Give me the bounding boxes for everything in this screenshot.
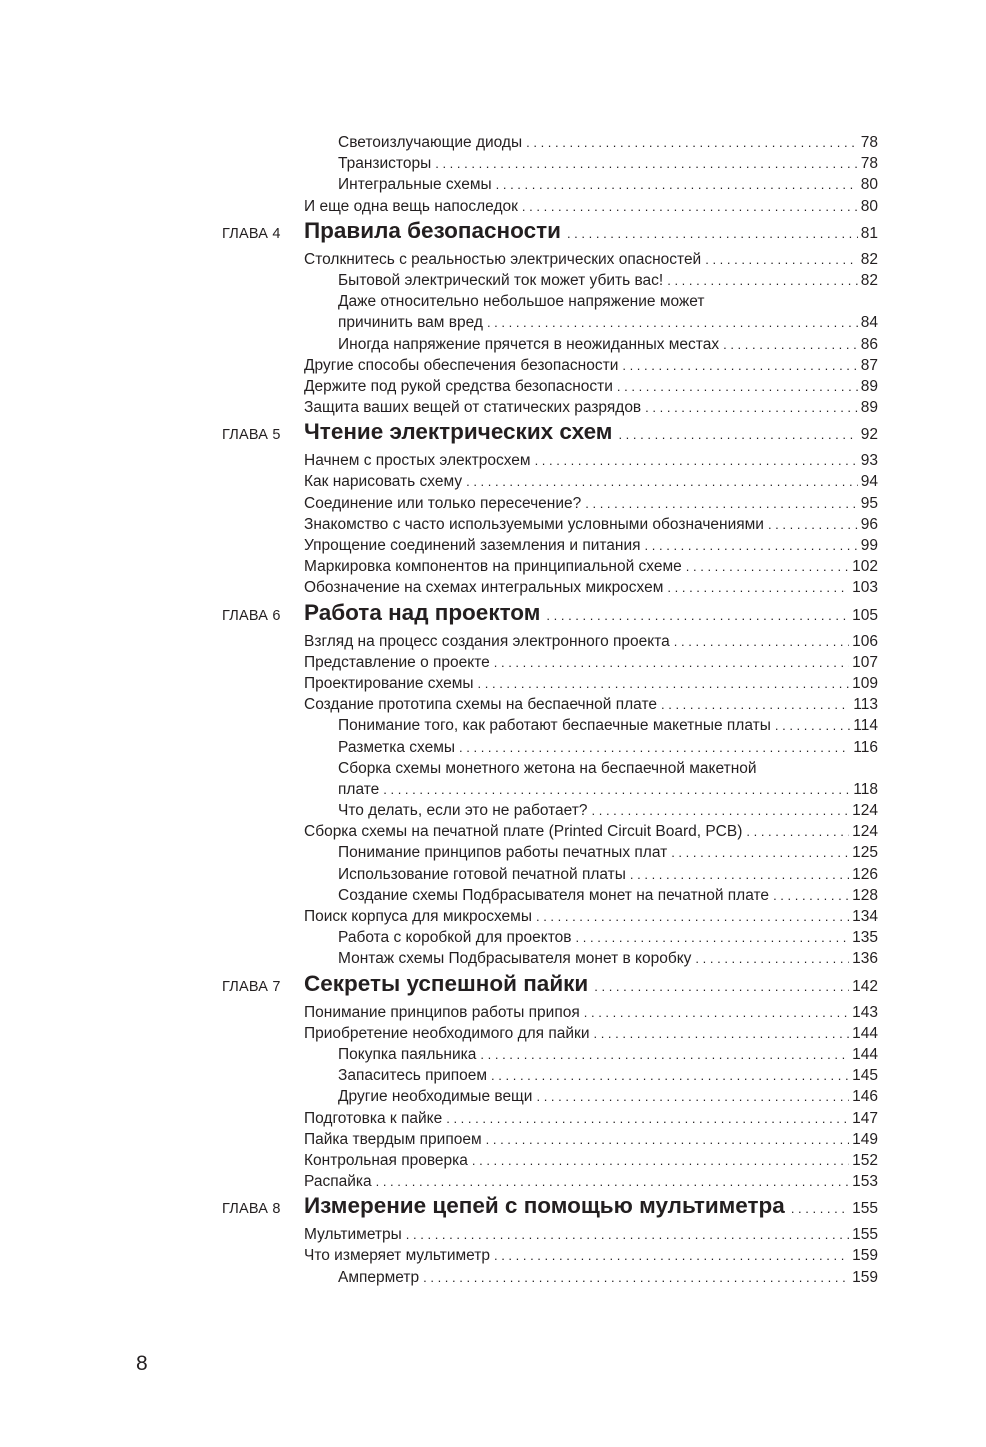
- toc-entry-title: Интегральные схемы: [338, 174, 496, 195]
- toc-subsection-entry[interactable]: [222, 885, 878, 906]
- toc-entry-page: 118: [853, 780, 878, 798]
- dot-leader: [671, 842, 849, 863]
- toc-entry-title: Пайка твердым припоем: [304, 1129, 486, 1150]
- toc-chapter-heading[interactable]: [222, 600, 878, 631]
- toc-entry-title: Поиск корпуса для микросхемы: [304, 906, 536, 927]
- chapter-page: 155: [852, 1200, 878, 1218]
- dot-leader: [618, 427, 857, 442]
- toc-entry-title: Как нарисовать схему: [304, 471, 466, 492]
- toc-entry-page: 136: [852, 950, 878, 968]
- toc-subsection-entry[interactable]: [222, 737, 878, 758]
- toc-entry-title: плате: [338, 779, 383, 800]
- dot-leader: [435, 153, 858, 174]
- toc-section-entry[interactable]: [222, 196, 878, 217]
- chapter-label: ГЛАВА 8: [222, 1201, 281, 1218]
- toc-entry-page: 147: [852, 1109, 878, 1127]
- dot-leader: [661, 694, 850, 715]
- dot-leader: [576, 927, 850, 948]
- toc-entry-page: 145: [852, 1067, 878, 1085]
- dot-leader: [486, 1129, 850, 1150]
- toc-entry-title: причинить вам вред: [338, 312, 487, 333]
- toc-entry-title: Приобретение необходимого для пайки: [304, 1023, 593, 1044]
- dot-leader: [645, 535, 858, 556]
- toc-entry-title: Представление о проекте: [304, 652, 494, 673]
- chapter-label: ГЛАВА 7: [222, 978, 281, 995]
- toc-entry-title: Проектирование схемы: [304, 673, 478, 694]
- toc-entry-title: Соединение или только пересечение?: [304, 493, 585, 514]
- toc-entry-title: Сборка схемы на печатной плате (Printed Circuit Board, PCB): [304, 821, 746, 842]
- toc-entry-title: Понимание принципов работы печатных плат: [338, 842, 671, 863]
- dot-leader: [592, 800, 850, 821]
- toc-section-entry[interactable]: [222, 376, 878, 397]
- toc-subsection-entry[interactable]: [222, 842, 878, 863]
- toc-entry-title: Понимание принципов работы припоя: [304, 1002, 584, 1023]
- dot-leader: [491, 1065, 849, 1086]
- toc-subsection-entry[interactable]: [222, 1267, 878, 1288]
- dot-leader: [705, 249, 858, 270]
- dot-leader: [775, 715, 850, 736]
- toc-entry-title: Светоизлучающие диоды: [338, 132, 526, 153]
- toc-subsection-entry[interactable]: [222, 779, 878, 800]
- toc-entry-title: Распайка: [304, 1171, 376, 1192]
- dot-leader: [472, 1150, 849, 1171]
- toc-entry-page: 107: [852, 653, 878, 671]
- dot-leader: [584, 1002, 849, 1023]
- toc-entry-title: Столкнитесь с реальностью электрических опасностей: [304, 249, 705, 270]
- toc-entry-page: 126: [852, 865, 878, 883]
- toc-section-entry[interactable]: [222, 577, 878, 598]
- toc-entry-page: 124: [852, 802, 878, 820]
- toc-entry-page: 80: [860, 176, 878, 194]
- toc-entry-title: Мультиметры: [304, 1224, 406, 1245]
- dot-leader: [466, 471, 858, 492]
- toc-entry-page: 87: [860, 356, 878, 374]
- toc-entry-title: Подготовка к пайке: [304, 1108, 446, 1129]
- toc-section-entry[interactable]: [222, 535, 878, 556]
- dot-leader: [480, 1044, 849, 1065]
- toc-entry-page: 146: [852, 1088, 878, 1106]
- dot-leader: [746, 821, 849, 842]
- toc-entry-page: 99: [860, 537, 878, 554]
- toc-section-entry[interactable]: [222, 1002, 878, 1023]
- dot-leader: [645, 397, 858, 418]
- chapter-title: Правила безопасности: [304, 217, 561, 243]
- dot-leader: [773, 885, 849, 906]
- dot-leader: [622, 355, 857, 376]
- toc-section-entry[interactable]: [222, 493, 878, 514]
- toc-entry-page: 78: [860, 134, 878, 151]
- dot-leader: [423, 1267, 849, 1288]
- toc-subsection-entry[interactable]: [222, 948, 878, 969]
- toc-entry-title: Создание прототипа схемы на беспаечной плате: [304, 694, 661, 715]
- toc-entry-title: Обозначение на схемах интегральных микросхем: [304, 577, 667, 598]
- toc-entry-title: Использование готовой печатной платы: [338, 864, 630, 885]
- toc-subsection-entry[interactable]: [222, 270, 878, 291]
- toc-entry-page: 109: [852, 674, 878, 692]
- toc-entry-page: 113: [853, 696, 878, 714]
- toc-entry-title: Разметка схемы: [338, 737, 459, 758]
- toc-entry-title: Транзисторы: [338, 153, 435, 174]
- toc-entry-title: И еще одна вещь напоследок: [304, 196, 522, 217]
- toc-chapter-heading[interactable]: [222, 971, 878, 1002]
- toc-entry-page: 155: [852, 1226, 878, 1244]
- dot-leader: [617, 376, 858, 397]
- toc-entry-page: 82: [860, 250, 878, 268]
- toc-entry-title: Что делать, если это не работает?: [338, 800, 592, 821]
- toc-entry-page: 84: [860, 314, 878, 332]
- toc-section-entry[interactable]: [222, 397, 878, 418]
- chapter-label: ГЛАВА 5: [222, 427, 281, 444]
- toc-entry-title: Бытовой электрический ток может убить вас!: [338, 270, 667, 291]
- dot-leader: [494, 652, 849, 673]
- toc-subsection-entry[interactable]: [222, 1086, 878, 1107]
- toc-chapter-heading[interactable]: [222, 419, 878, 450]
- toc-subsection-entry[interactable]: [222, 715, 878, 736]
- dot-leader: [593, 1023, 849, 1044]
- toc-entry-title: Запаситесь припоем: [338, 1065, 491, 1086]
- toc-subsection-entry[interactable]: [222, 174, 878, 195]
- toc-section-entry[interactable]: [222, 1171, 878, 1192]
- toc-section-entry[interactable]: [222, 556, 878, 577]
- toc-entry-page: 103: [852, 579, 878, 597]
- toc-section-entry[interactable]: [222, 673, 878, 694]
- chapter-page: 92: [860, 426, 878, 444]
- dot-leader: [567, 226, 858, 241]
- toc-subsection-entry[interactable]: [222, 153, 878, 174]
- toc-entry-page: 116: [853, 738, 878, 756]
- page-number: 8: [136, 1352, 148, 1375]
- toc-section-entry[interactable]: [222, 821, 878, 842]
- toc-section-entry[interactable]: [222, 1108, 878, 1129]
- dot-leader: [768, 514, 858, 535]
- toc-entry-page: 95: [860, 494, 878, 512]
- dot-leader: [536, 906, 849, 927]
- toc-subsection-entry[interactable]: [222, 1065, 878, 1086]
- toc-section-entry[interactable]: [222, 652, 878, 673]
- dot-leader: [791, 1201, 849, 1216]
- toc-entry-title: Начнем с простых электросхем: [304, 450, 535, 471]
- chapter-title: Работа над проектом: [304, 599, 541, 625]
- toc-entry-title: Взгляд на процесс создания электронного проекта: [304, 631, 674, 652]
- chapter-page: 81: [860, 224, 878, 242]
- toc-entry-title: Покупка паяльника: [338, 1044, 480, 1065]
- toc-section-entry[interactable]: [222, 450, 878, 471]
- toc-entry-page: 128: [852, 886, 878, 904]
- toc-entry-page: 82: [860, 271, 878, 289]
- chapter-title: Измерение цепей с помощью мультиметра: [304, 1193, 785, 1219]
- toc-section-entry[interactable]: [222, 514, 878, 535]
- chapter-page: 142: [852, 977, 878, 995]
- toc-entry-page: 106: [852, 632, 878, 650]
- dot-leader: [535, 450, 858, 471]
- toc-subsection-entry[interactable]: [222, 132, 878, 153]
- toc-subsection-entry[interactable]: [222, 800, 878, 821]
- toc-entry-title: Что измеряет мультиметр: [304, 1245, 494, 1266]
- toc-entry-page: 93: [860, 452, 878, 470]
- toc-section-entry[interactable]: [222, 631, 878, 652]
- dot-leader: [496, 174, 858, 195]
- toc-entry-title: Контрольная проверка: [304, 1150, 472, 1171]
- dot-leader: [526, 132, 858, 153]
- chapter-label: ГЛАВА 6: [222, 607, 281, 624]
- dot-leader: [406, 1224, 849, 1245]
- toc-section-entry[interactable]: [222, 1224, 878, 1245]
- toc-subsection-entry[interactable]: [222, 864, 878, 885]
- toc-entry-page: 144: [852, 1024, 878, 1042]
- toc-entry-page: 78: [860, 155, 878, 173]
- dot-leader: [674, 631, 849, 652]
- toc-entry-title: Знакомство с часто используемыми условными обозначениями: [304, 514, 768, 535]
- toc-entry-page: 143: [852, 1003, 878, 1021]
- toc-entry-title: Упрощение соединений заземления и питания: [304, 535, 645, 556]
- toc-entry-title: Создание схемы Подбрасывателя монет на печатной плате: [338, 885, 773, 906]
- dot-leader: [494, 1245, 849, 1266]
- toc-entry-title: Другие способы обеспечения безопасности: [304, 355, 622, 376]
- toc-chapter-heading[interactable]: [222, 218, 878, 249]
- toc-section-entry[interactable]: [222, 906, 878, 927]
- toc-entry-title: Работа с коробкой для проектов: [338, 927, 576, 948]
- toc-entry-page: 102: [852, 558, 878, 576]
- chapter-title: Секреты успешной пайки: [304, 970, 589, 996]
- toc-section-entry[interactable]: [222, 355, 878, 376]
- toc-chapter-heading[interactable]: [222, 1193, 878, 1224]
- toc-entry-title: Маркировка компонентов на принципиальной схеме: [304, 556, 686, 577]
- toc-entry-page: 149: [852, 1130, 878, 1148]
- toc-entry-title: Защита ваших вещей от статических разрядов: [304, 397, 645, 418]
- toc-section-entry[interactable]: [222, 471, 878, 492]
- dot-leader: [594, 979, 849, 994]
- chapter-title: Чтение электрических схем: [304, 419, 613, 445]
- dot-leader: [585, 493, 857, 514]
- dot-leader: [383, 779, 850, 800]
- dot-leader: [667, 577, 849, 598]
- dot-leader: [446, 1108, 849, 1129]
- dot-leader: [487, 312, 858, 333]
- table-of-contents: [222, 132, 878, 1288]
- dot-leader: [667, 270, 858, 291]
- dot-leader: [686, 556, 849, 577]
- toc-entry-title: Иногда напряжение прячется в неожиданных местах: [338, 334, 723, 355]
- dot-leader: [546, 608, 849, 623]
- toc-entry-title: Держите под рукой средства безопасности: [304, 376, 617, 397]
- toc-section-entry[interactable]: [222, 1245, 878, 1266]
- toc-entry-page: 153: [852, 1173, 878, 1191]
- toc-entry-page: 89: [860, 399, 878, 417]
- dot-leader: [478, 673, 850, 694]
- toc-entry-page: 159: [852, 1247, 878, 1265]
- toc-entry-page: 114: [853, 717, 878, 735]
- toc-entry-page: 125: [852, 844, 878, 862]
- toc-entry-title-line1: Даже относительно небольшое напряжение может: [338, 293, 705, 311]
- toc-entry-page: 80: [860, 197, 878, 215]
- toc-entry-page: 134: [852, 908, 878, 925]
- toc-entry-page: 124: [852, 823, 878, 841]
- chapter-label: ГЛАВА 4: [222, 225, 281, 242]
- toc-subsection-entry[interactable]: [222, 312, 878, 333]
- toc-entry-page: 144: [852, 1045, 878, 1063]
- toc-entry-page: 159: [852, 1268, 878, 1286]
- dot-leader: [536, 1086, 849, 1107]
- toc-subsection-entry[interactable]: [222, 927, 878, 948]
- dot-leader: [723, 334, 858, 355]
- toc-entry-page: 152: [852, 1151, 878, 1169]
- dot-leader: [522, 196, 858, 217]
- toc-section-entry[interactable]: [222, 694, 878, 715]
- toc-subsection-entry[interactable]: [222, 334, 878, 355]
- toc-subsection-entry[interactable]: [222, 1044, 878, 1065]
- toc-section-entry[interactable]: [222, 1023, 878, 1044]
- dot-leader: [459, 737, 850, 758]
- toc-entry-title: Монтаж схемы Подбрасывателя монет в коробку: [338, 948, 695, 969]
- toc-entry-title-line1: Сборка схемы монетного жетона на беспаечной макетной: [338, 759, 757, 777]
- toc-entry-title: Другие необходимые вещи: [338, 1086, 536, 1107]
- toc-entry-page: 94: [860, 473, 878, 491]
- toc-entry-page: 96: [860, 515, 878, 533]
- chapter-page: 105: [852, 606, 878, 624]
- dot-leader: [630, 864, 849, 885]
- toc-section-entry[interactable]: [222, 249, 878, 270]
- toc-section-entry[interactable]: [222, 1150, 878, 1171]
- toc-entry-title: Амперметр: [338, 1267, 423, 1288]
- dot-leader: [695, 948, 849, 969]
- dot-leader: [376, 1171, 850, 1192]
- toc-entry-page: 89: [860, 377, 878, 395]
- toc-entry-page: 135: [852, 929, 878, 947]
- toc-section-entry[interactable]: [222, 1129, 878, 1150]
- toc-entry-page: 86: [860, 335, 878, 353]
- toc-entry-title: Понимание того, как работают беспаечные макетные платы: [338, 715, 775, 736]
